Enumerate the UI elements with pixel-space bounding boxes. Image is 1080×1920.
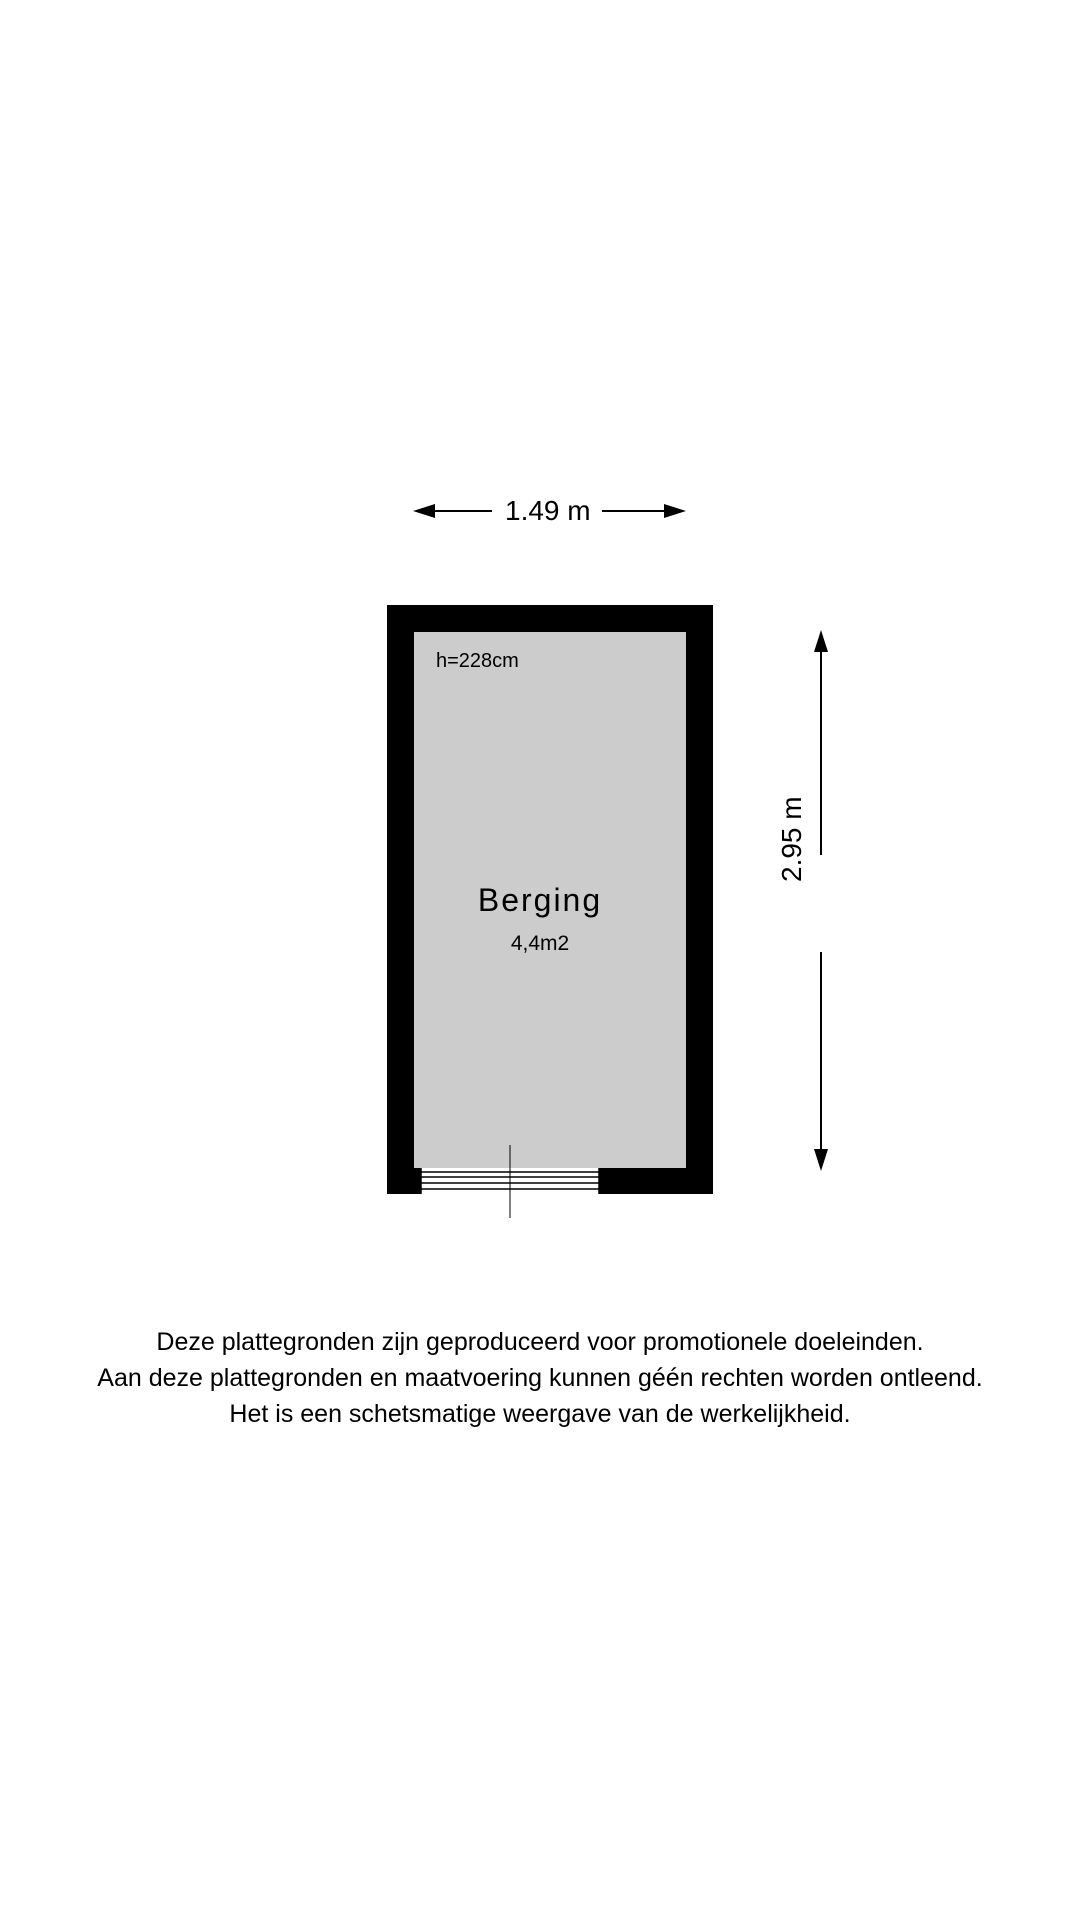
disclaimer-line: Aan deze plattegronden en maatvoering kunnen géén rechten worden ontleend.	[97, 1364, 983, 1392]
arrow-right-icon	[664, 504, 686, 518]
arrow-up-icon	[814, 630, 828, 652]
height-dimension-label: 2.95 m	[778, 788, 806, 890]
arrow-down-icon	[814, 1149, 828, 1171]
disclaimer-line: Deze plattegronden zijn geproduceerd voor promotionele doeleinden.	[156, 1328, 924, 1356]
height-dimension-line	[814, 630, 828, 1171]
room-name: Berging	[477, 882, 603, 918]
disclaimer-line: Het is een schetsmatige weergave van de werkelijkheid.	[229, 1400, 851, 1428]
width-dimension-label: 1.49 m	[497, 497, 599, 525]
arrow-left-icon	[413, 504, 435, 518]
room-area: 4,4m2	[510, 932, 570, 955]
ceiling-height-label: h=228cm	[436, 650, 519, 672]
disclaimer-text	[0, 1324, 1080, 1432]
